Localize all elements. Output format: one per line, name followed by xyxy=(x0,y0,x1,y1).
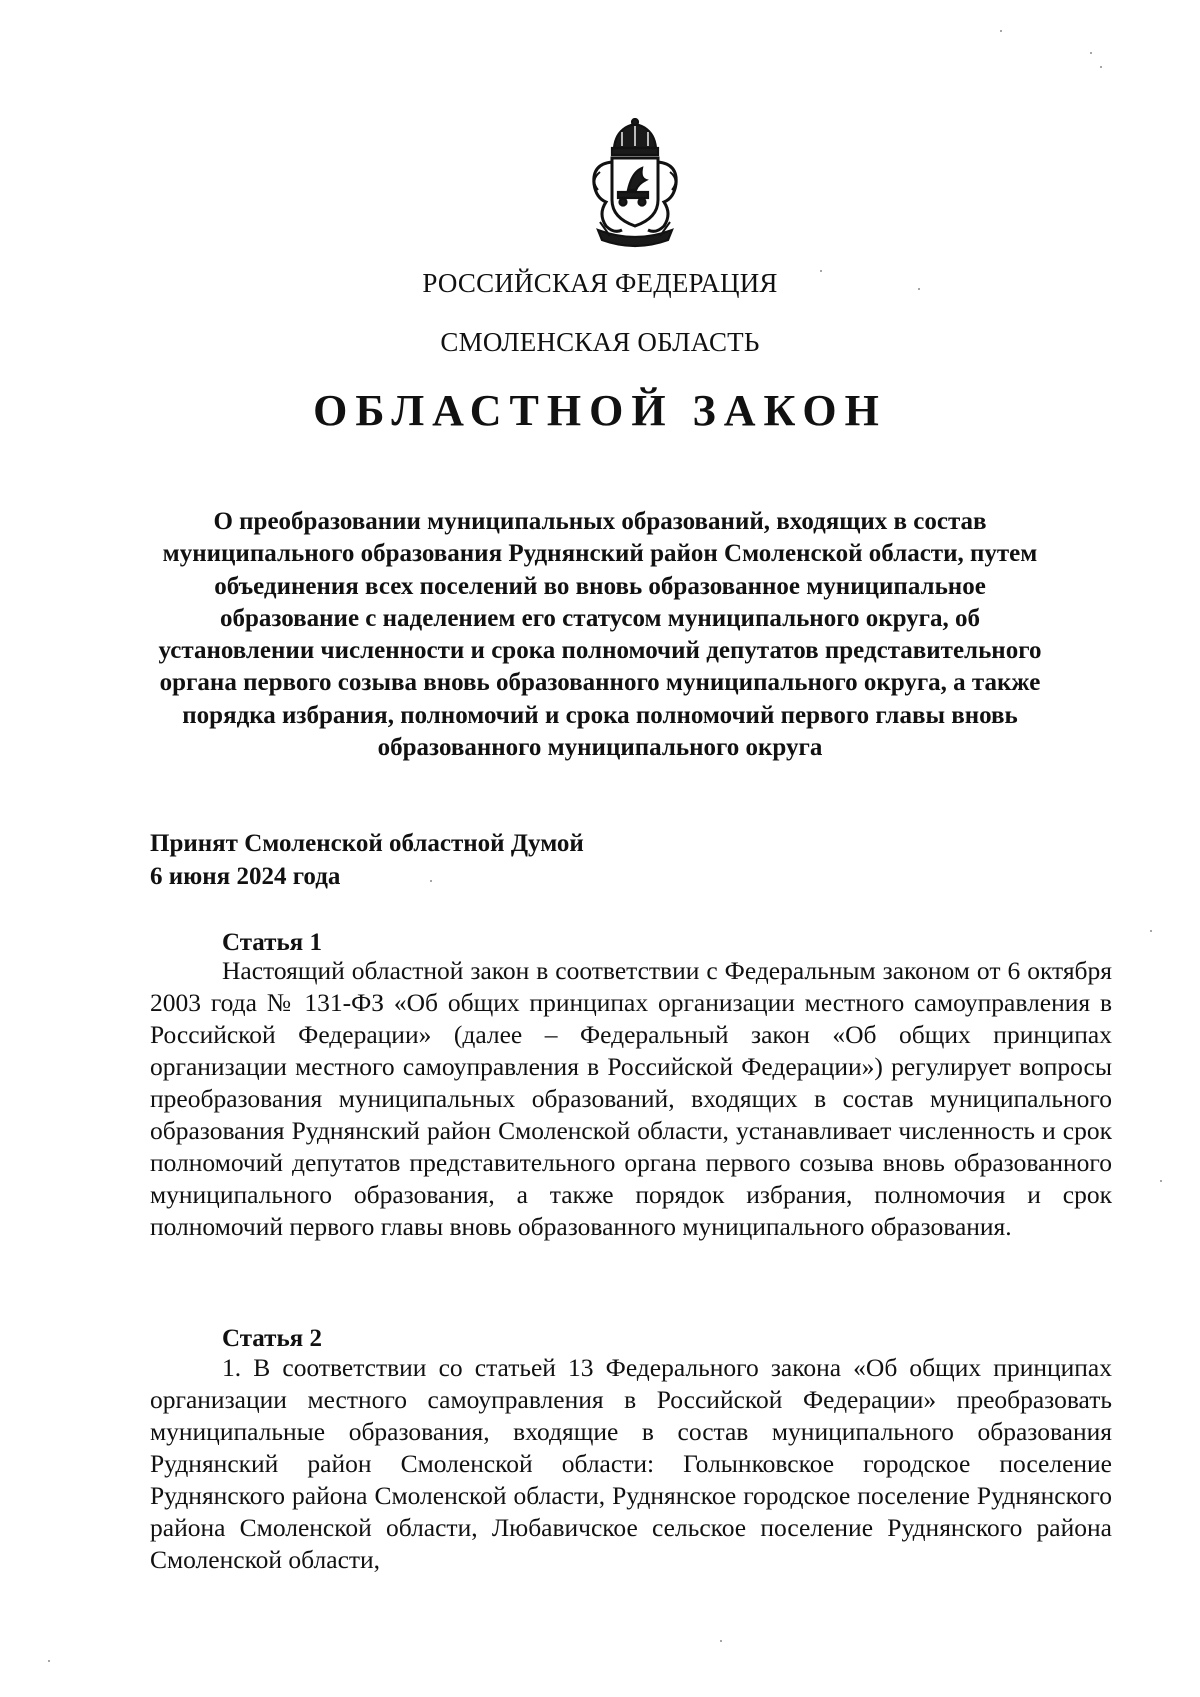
scan-speck xyxy=(1160,1180,1162,1182)
adoption-block xyxy=(150,827,584,893)
scan-speck xyxy=(1100,66,1102,68)
law-title: О преобразовании муниципальных образований, входящих в состав муниципального образования Руднянский район Смоленской области, путем объединения всех поселений во вновь образованное муниципальное образование с наделением его статусом муниципального округа, об установлении численности и срока полномочий депутатов представительного органа первого созыва вновь образованного муниципального округа, а также порядка избрания, полномочий и срока полномочий первого главы вновь образованного муниципального округа xyxy=(158,508,1042,762)
adoption-date: 6 июня 2024 года xyxy=(150,863,341,890)
article-1-heading: Статья 1 xyxy=(222,929,322,956)
scan-speck xyxy=(1000,30,1002,32)
scan-speck xyxy=(430,880,432,882)
article-1-text: Настоящий областной закон в соответствии с Федеральным законом от 6 октября 2003 года № 131-ФЗ «Об общих принципах организации местного самоуправления в Российской Федерации» (далее – Федеральный закон «Об общих принципах организации местного самоуправления в Российской Федерации») регулирует вопросы преобразования муниципальных образований, входящих в состав муниципального образования Руднянский район Смоленской области, устанавливает численность и срок полномочий депутатов представительного органа первого созыва вновь образованного муниципального образования, а также порядок избрания, полномочия и срок полномочий первого главы вновь образованного муниципального образования. xyxy=(150,956,1112,1241)
scan-speck xyxy=(1150,930,1152,932)
article-2-text: 1. В соответствии со статьей 13 Федерального закона «Об общих принципах организации местного самоуправления в Российской Федерации» преобразовать муниципальные образования, входящие в состав муниципального образования Руднянский район Смоленской области: Голынковское городское поселение Руднянского района Смоленской области, Руднянское городское поселение Руднянского района Смоленской области, Любавичское сельское поселение Руднянского района Смоленской области, xyxy=(150,1353,1112,1574)
document-type: ОБЛАСТНОЙ ЗАКОН xyxy=(313,386,887,435)
article-2-heading: Статья 2 xyxy=(222,1325,322,1352)
scan-speck xyxy=(48,1660,50,1662)
scan-speck xyxy=(720,1640,722,1642)
scan-speck xyxy=(1090,52,1092,54)
adoption-body: Принят Смоленской областной Думой xyxy=(150,830,584,857)
smolensk-coat-of-arms-icon xyxy=(576,118,694,250)
region-name: СМОЛЕНСКАЯ ОБЛАСТЬ xyxy=(440,327,760,357)
scan-speck xyxy=(820,270,822,272)
scan-speck xyxy=(918,288,920,290)
country-name: РОССИЙСКАЯ ФЕДЕРАЦИЯ xyxy=(422,268,778,298)
